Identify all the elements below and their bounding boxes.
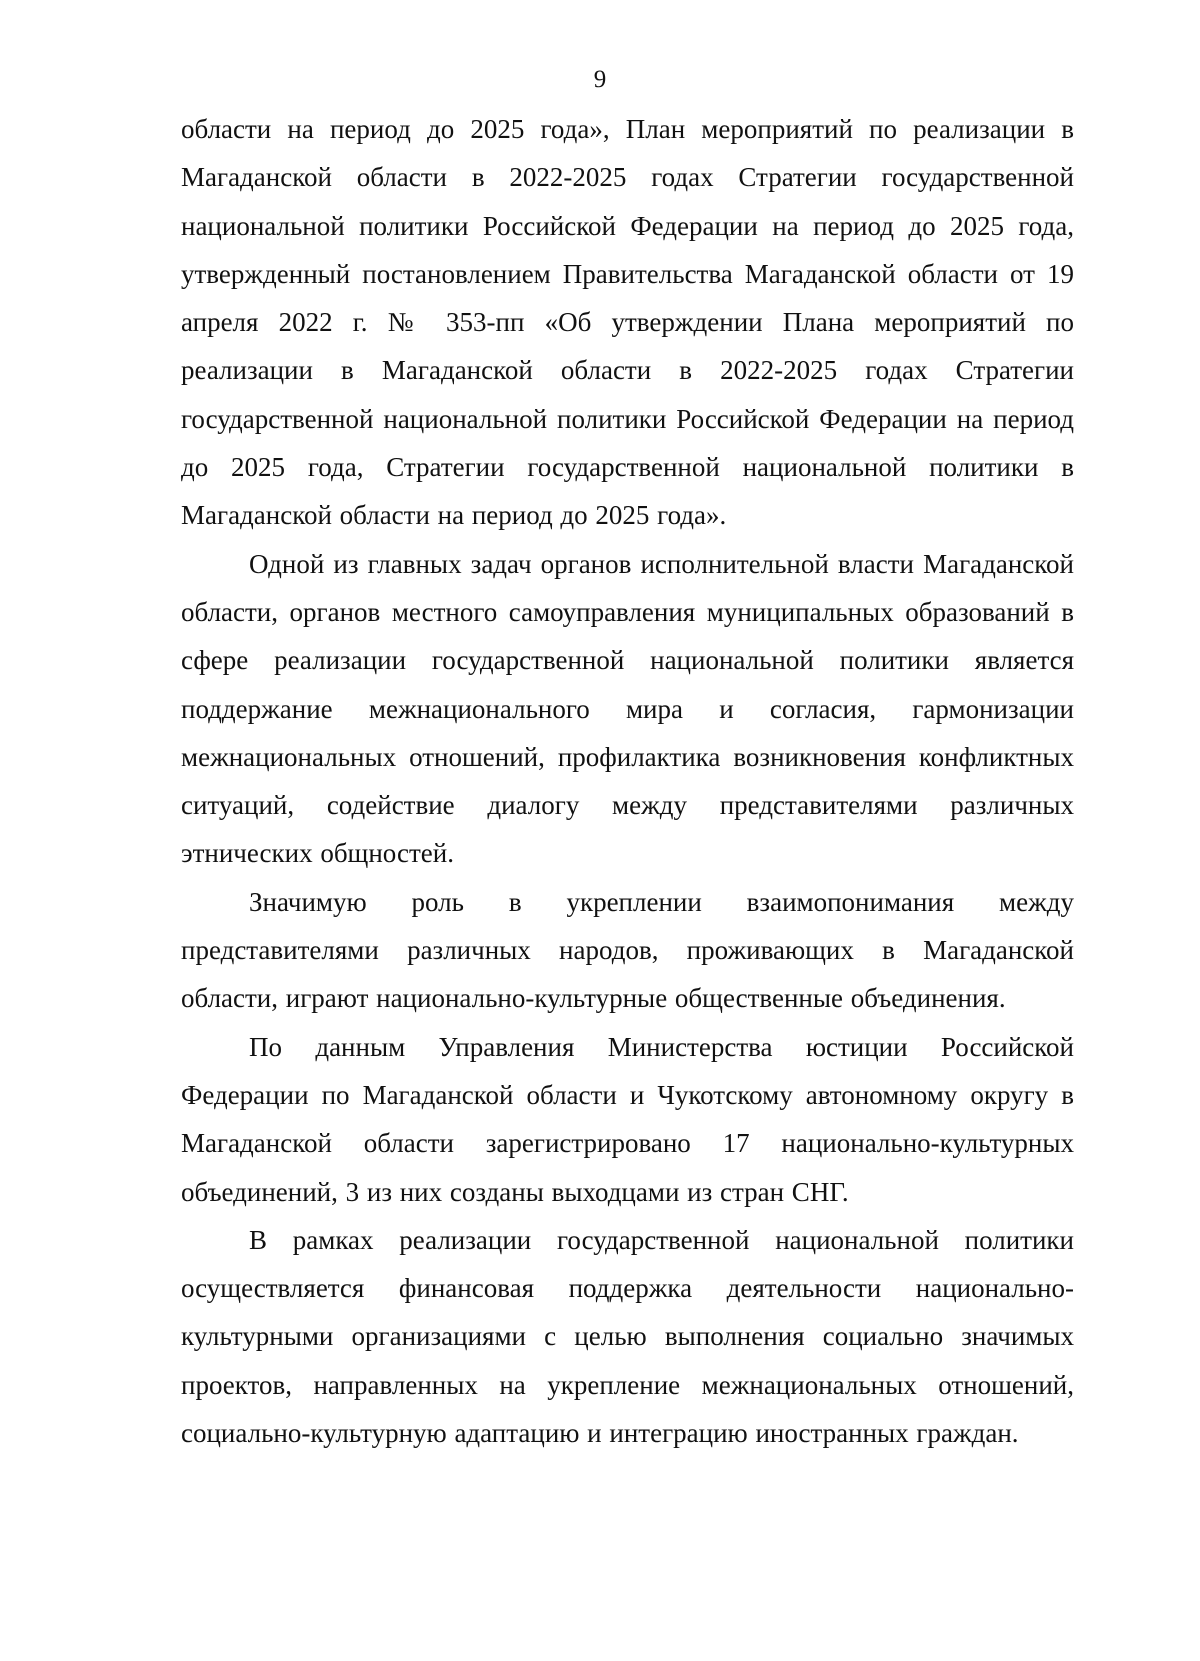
page-number: 9 <box>593 66 607 93</box>
paragraph-main-tasks: Одной из главных задач органов исполнительной власти Магаданской области, органов местного самоуправления муниципальных образований в сфере реализации государственной национальной политики является поддержание межнационального мира и согласия, гармонизации межнациональных отношений, профилактика возникновения конфликтных ситуаций, содействие диалогу между представителями различных этнических общностей. <box>181 548 1074 869</box>
paragraph-financial-support: В рамках реализации государственной национальной политики осуществляется финансовая поддержка деятельности национально-культурными организациями с целью выполнения социально значимых проектов, направленных на укрепление межнациональных отношений, социально-культурную адаптацию и интеграцию иностранных граждан. <box>181 1224 1074 1449</box>
paragraph-role-of-associations: Значимую роль в укреплении взаимопонимания между представителями различных народов, проживающих в Магаданской области, играют национально-культурные общественные объединения. <box>181 886 1074 1014</box>
document-body <box>181 105 1074 1457</box>
paragraph-registered-associations: По данным Управления Министерства юстиции Российской Федерации по Магаданской области и Чукотскому автономному округу в Магаданской области зарегистрировано 17 национально-культурных объединений, 3 из них созданы выходцами из стран СНГ. <box>181 1031 1074 1207</box>
paragraph-continuation: области на период до 2025 года», План мероприятий по реализации в Магаданской области в 2022-2025 годах Стратегии государственной национальной политики Российской Федерации на период до 2025 года, утвержденный постановлением Правительства Магаданской области от 19 апреля 2022 г. № 353-пп «Об утверждении Плана мероприятий по реализации в Магаданской области в 2022-2025 годах Стратегии государственной национальной политики Российской Федерации на период до 2025 года, Стратегии государственной национальной политики в Магаданской области на период до 2025 года». <box>181 114 1074 531</box>
